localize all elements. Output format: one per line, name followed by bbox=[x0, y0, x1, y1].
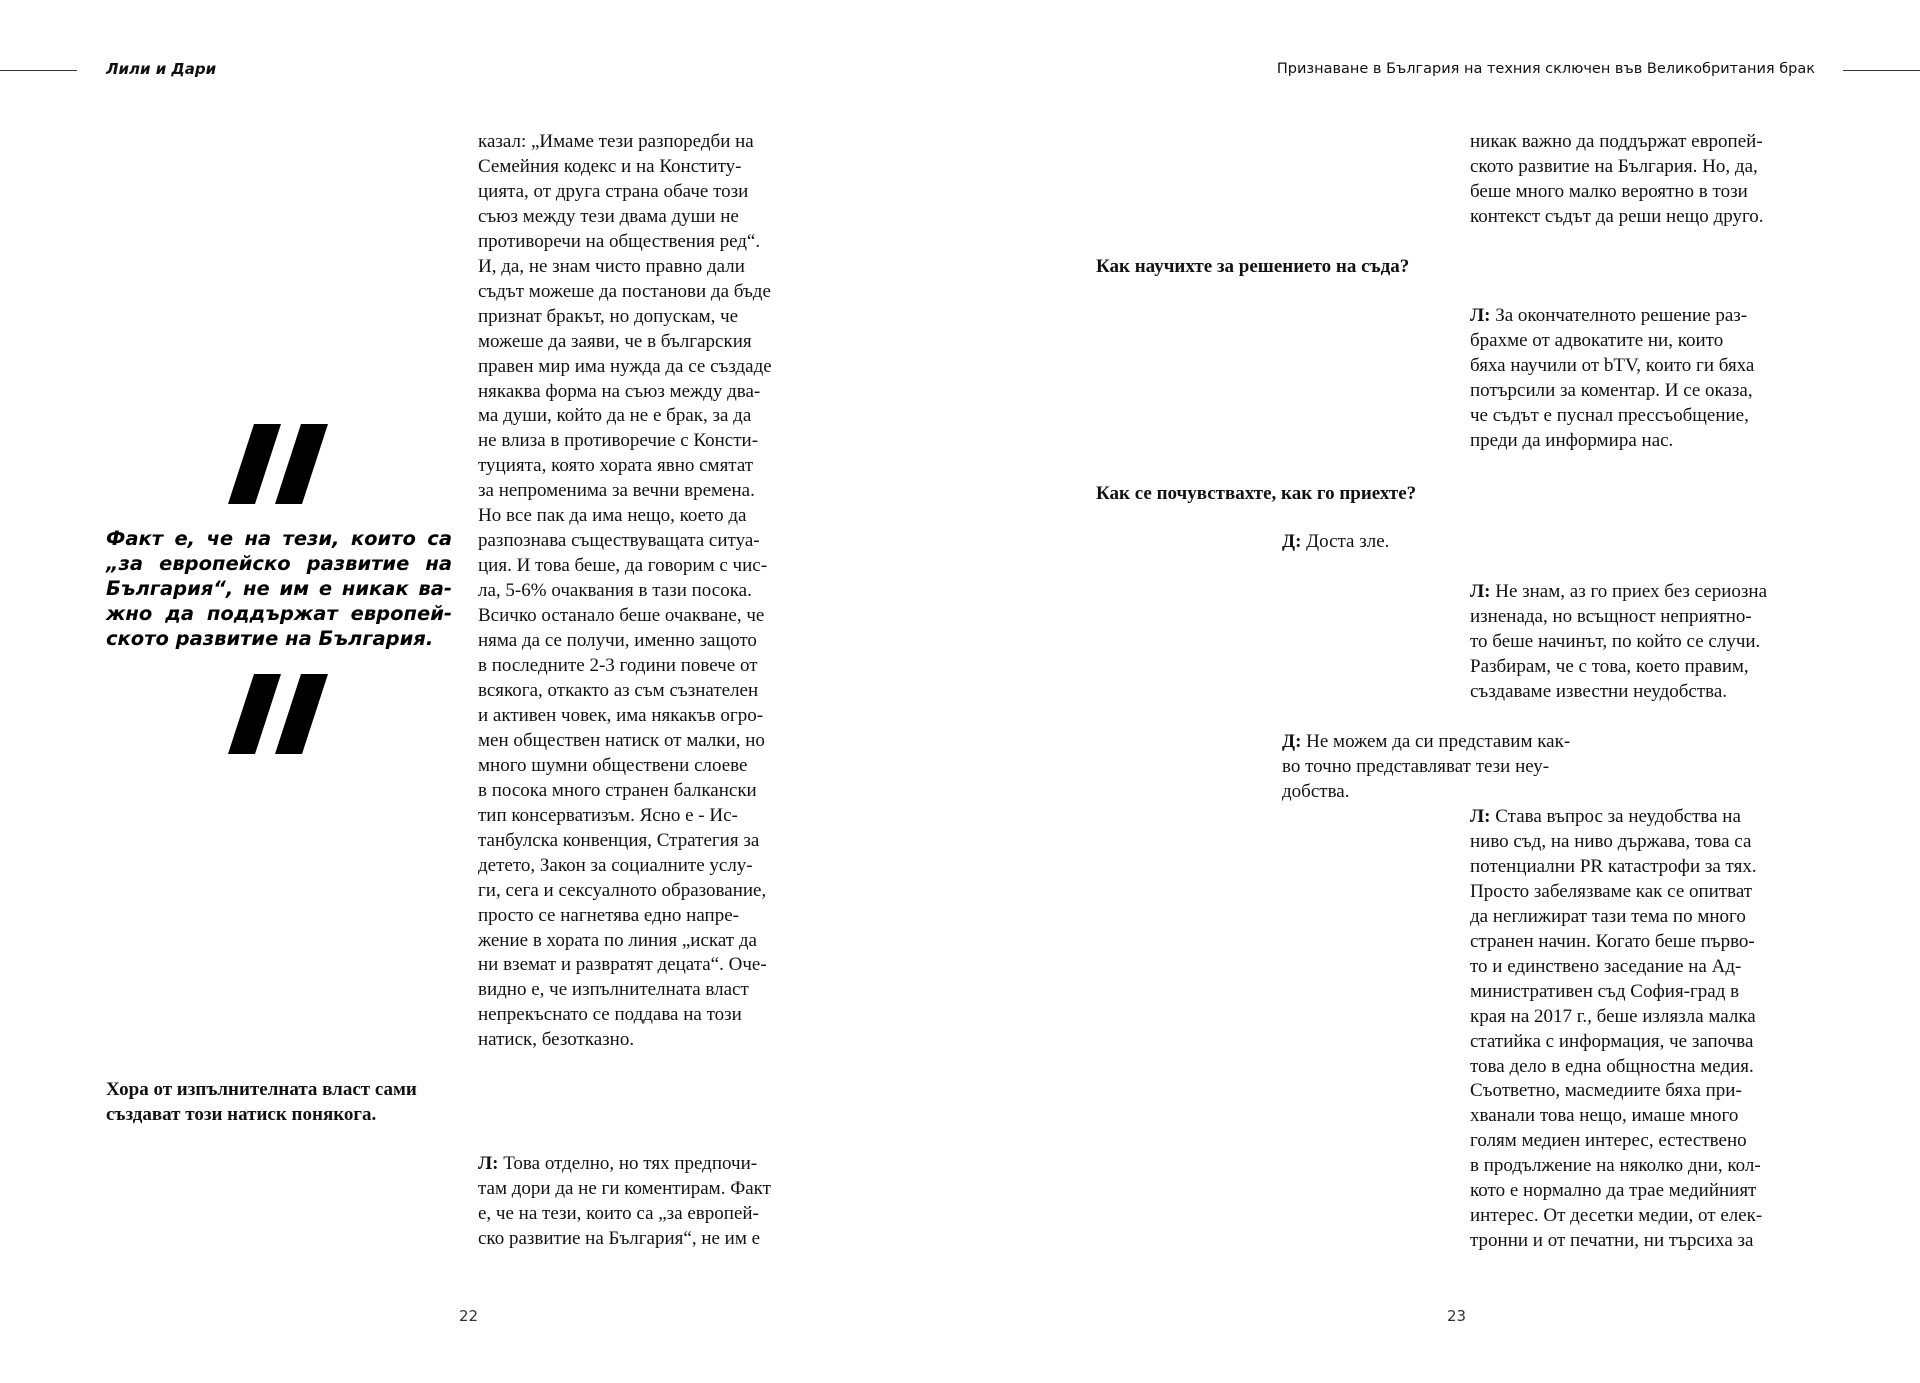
text-line: преди да информира нас. bbox=[1470, 429, 1674, 451]
text-line: да неглижират тази тема по много bbox=[1470, 905, 1746, 927]
text-line: потърсили за коментар. И се оказа, bbox=[1470, 379, 1753, 401]
answer-block bbox=[1470, 805, 1817, 1254]
text-line: никак важно да поддържат европей- bbox=[1470, 131, 1763, 152]
text-line: детето, Закон за социалните услу- bbox=[478, 854, 753, 876]
pull-quote-text: Факт е, че на тези, които са „за европейско развитие на България“, не им е никак ва-жно да поддържат европей-ското развитие на България. bbox=[106, 527, 452, 650]
text-line: правен мир има нужда да се създаде bbox=[478, 355, 772, 377]
text-line: в посока много странен балкански bbox=[478, 779, 757, 801]
text-line: няма да се получи, именно защото bbox=[478, 630, 757, 652]
text-line: Просто забелязваме как се опитват bbox=[1470, 880, 1753, 902]
text-line: признат бракът, но допускам, че bbox=[478, 305, 739, 327]
text-line: странен начин. Когато беше първо- bbox=[1470, 930, 1755, 952]
page-number-right: 23 bbox=[1447, 1307, 1467, 1325]
running-header-right: Признаване в България на техния сключен във Великобритания брак bbox=[1276, 61, 1815, 77]
text-line: натиск, безотказно. bbox=[478, 1029, 635, 1051]
text-line: някаква форма на съюз между два- bbox=[478, 380, 761, 402]
text-line: можеше да заяви, че в българския bbox=[478, 330, 752, 352]
text-line: ла, 5-6% очаквания в тази посока. bbox=[478, 580, 752, 602]
header-rule-left bbox=[0, 70, 77, 71]
text-line: изненада, но всъщност неприятно- bbox=[1470, 605, 1752, 627]
text-line: министративен съд София-град в bbox=[1470, 980, 1740, 1002]
text-line: бяха научили от bTV, които ги бяха bbox=[1470, 354, 1755, 376]
text-line: противоречи на обществения ред“. bbox=[478, 230, 761, 252]
text-line: контекст съдът да реши нещо друго. bbox=[1470, 205, 1764, 227]
answer-block bbox=[478, 1152, 825, 1252]
text-line: брахме от адвокатите ни, които bbox=[1470, 329, 1724, 351]
text-line: Не знам, аз го приех без сериозна bbox=[1495, 581, 1768, 602]
speaker-label: Л: bbox=[1470, 305, 1491, 326]
text-line: то беше начинът, по който се случи. bbox=[1470, 630, 1761, 652]
text-line: много шумни обществени слоеве bbox=[478, 754, 748, 776]
text-line: ция. И това беше, да говорим с чис- bbox=[478, 555, 768, 577]
text-line: Това отделно, но тях предпочи- bbox=[503, 1153, 758, 1174]
text-line: това дело в една общностна медия. bbox=[1470, 1055, 1754, 1077]
speaker-label: Л: bbox=[478, 1153, 499, 1174]
text-line: цията, от друга страна обаче този bbox=[478, 180, 749, 202]
text-line: кото е нормално да трае медийният bbox=[1470, 1180, 1757, 1202]
speaker-label: Л: bbox=[1470, 581, 1491, 602]
text-line: Разбирам, че с това, което правим, bbox=[1470, 655, 1749, 677]
double-quote-mark-icon bbox=[228, 674, 338, 754]
text-line: в продължение на няколко дни, кол- bbox=[1470, 1155, 1761, 1177]
text-line: ма души, който да не е брак, за да bbox=[478, 405, 752, 427]
speaker-label: Д: bbox=[1282, 731, 1302, 752]
text-line: края на 2017 г., беше излязла малка bbox=[1470, 1005, 1756, 1027]
text-line: танбулска конвенция, Стратегия за bbox=[478, 829, 760, 851]
text-line: мен обществен натиск от малки, но bbox=[478, 729, 765, 751]
text-line: в последните 2-3 години повече от bbox=[478, 655, 758, 677]
text-line: е, че на тези, които са „за европей- bbox=[478, 1202, 759, 1224]
text-line: видно е, че изпълнителната власт bbox=[478, 979, 749, 1001]
text-line: не влиза в противоречие с Консти- bbox=[478, 430, 759, 452]
answer-text: Доста зле. bbox=[1306, 531, 1390, 552]
answer-block bbox=[1470, 580, 1817, 705]
text-line: Става въпрос за неудобства на bbox=[1495, 806, 1741, 827]
answer-block bbox=[1282, 730, 1632, 805]
text-line: съюз между тези двама души не bbox=[478, 205, 739, 227]
question-heading: Хора от изпълнителната власт сами създават този натиск понякога. bbox=[106, 1079, 417, 1125]
text-line: Съответно, масмедиите бяха при- bbox=[1470, 1080, 1742, 1102]
text-line: Не можем да си представим как- bbox=[1306, 731, 1571, 752]
speaker-label: Д: bbox=[1282, 531, 1302, 552]
double-quote-mark-icon bbox=[228, 424, 338, 504]
text-line: За окончателното решение раз- bbox=[1495, 305, 1748, 326]
text-line: статийка с информация, че започва bbox=[1470, 1030, 1754, 1052]
answer-text bbox=[1470, 806, 1762, 1251]
text-line: интерес. От десетки медии, от елек- bbox=[1470, 1205, 1763, 1227]
text-line: съдът можеше да постанови да бъде bbox=[478, 280, 771, 302]
text-line: беше много малко вероятно в този bbox=[1470, 180, 1748, 202]
text-line: Семейния кодекс и на Конститу- bbox=[478, 155, 742, 177]
text-line: туцията, която хората явно смятат bbox=[478, 455, 754, 477]
text-line: голям медиен интерес, естествено bbox=[1470, 1130, 1747, 1152]
text-line: Всичко останало беше очакване, че bbox=[478, 605, 765, 627]
text-line: ги, сега и сексуалното образование, bbox=[478, 879, 767, 901]
text-line: просто се нагнетява едно напре- bbox=[478, 904, 739, 926]
answer-block bbox=[1282, 530, 1682, 555]
text-line: за непроменима за вечни времена. bbox=[478, 480, 755, 502]
page-number-left: 22 bbox=[459, 1307, 479, 1325]
text-line: там дори да не ги коментирам. Факт bbox=[478, 1177, 771, 1199]
speaker-label: Л: bbox=[1470, 806, 1491, 827]
continuation-text bbox=[1470, 130, 1817, 230]
answer-text bbox=[1470, 581, 1767, 702]
text-line: разпознава съществуващата ситуа- bbox=[478, 530, 760, 552]
text-line: тип консерватизъм. Ясно е - Ис- bbox=[478, 804, 738, 826]
text-line: хванали това нещо, имаше много bbox=[1470, 1105, 1739, 1127]
text-line: и активен човек, има някакъв огро- bbox=[478, 704, 764, 726]
text-line: то и единствено заседание на Ад- bbox=[1470, 955, 1742, 977]
answer-block bbox=[1470, 304, 1817, 454]
header-rule-right bbox=[1843, 70, 1920, 71]
answer-text bbox=[478, 1153, 771, 1249]
answer-text bbox=[1282, 731, 1570, 802]
text-line: ско развитие на България“, не им е bbox=[478, 1227, 761, 1249]
text-line: ни вземат и развратят децата“. Оче- bbox=[478, 954, 767, 976]
text-line: потенциални PR катастрофи за тях. bbox=[1470, 855, 1757, 877]
question-heading: Как научихте за решението на съда? bbox=[1096, 256, 1410, 277]
left-main-column bbox=[478, 130, 825, 1053]
text-line: тронни и от печатни, ни търсиха за bbox=[1470, 1230, 1754, 1252]
text-line: жение в хората по линия „искат да bbox=[478, 929, 757, 951]
text-line: Но все пак да има нещо, което да bbox=[478, 505, 747, 527]
text-line: во точно представляват тези неу- bbox=[1282, 755, 1550, 777]
running-header-left: Лили и Дари bbox=[106, 60, 217, 78]
text-line: че съдът е пуснал прессъобщение, bbox=[1470, 404, 1749, 426]
text-line: И, да, не знам чисто правно дали bbox=[478, 255, 745, 277]
text-line: добства. bbox=[1282, 780, 1350, 802]
text-line: ниво съд, на ниво държава, това са bbox=[1470, 830, 1752, 852]
question-heading: Как се почувствахте, как го приехте? bbox=[1096, 483, 1417, 504]
text-line: създаваме известни неудобства. bbox=[1470, 680, 1728, 702]
text-line: ското развитие на България. Но, да, bbox=[1470, 155, 1758, 177]
text-line: казал: „Имаме тези разпоредби на bbox=[478, 131, 754, 152]
answer-text bbox=[1470, 305, 1754, 451]
text-line: непрекъснато се поддава на този bbox=[478, 1004, 742, 1026]
text-line: всякога, откакто аз съм съзнателен bbox=[478, 679, 759, 701]
